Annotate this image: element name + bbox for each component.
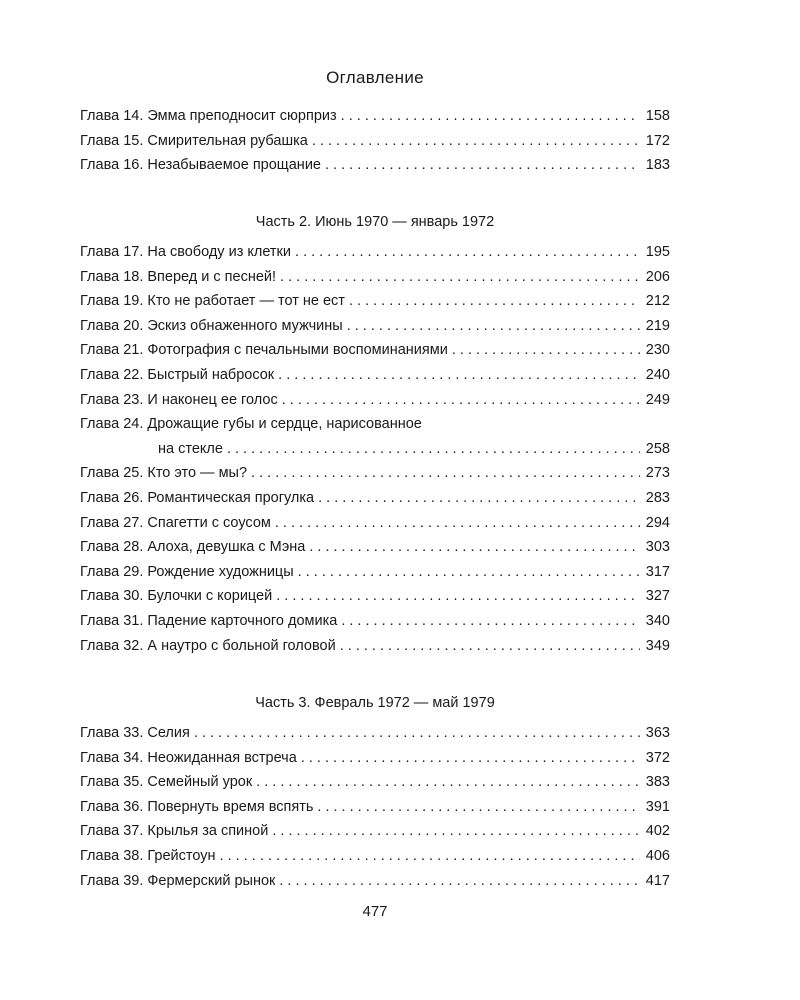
toc-entry-page: 340 xyxy=(645,612,670,629)
toc-entry-title: Глава 33. Селия xyxy=(80,725,190,741)
toc-entry-page: 402 xyxy=(645,823,670,840)
toc-entry xyxy=(80,770,670,795)
toc-entry-title-line1: Глава 24. Дрожащие губы и сердце, нарисованное xyxy=(80,416,422,433)
toc-entry-page: 230 xyxy=(645,342,670,359)
toc-entry-page: 417 xyxy=(645,872,670,889)
toc-entry xyxy=(80,240,670,265)
toc-entry xyxy=(80,584,670,609)
toc-entry-continuation xyxy=(80,437,670,462)
toc-entry-title: Глава 28. Алоха, девушка с Мэна xyxy=(80,539,306,556)
dot-leader xyxy=(341,104,640,129)
toc-entry-title: Глава 19. Кто не работает — тот не ест xyxy=(80,293,345,310)
toc-entry-page: 363 xyxy=(645,725,670,741)
toc-entry-page: 372 xyxy=(645,749,670,766)
dot-leader xyxy=(275,511,640,536)
dot-leader xyxy=(279,869,640,894)
toc-entry-title: Глава 30. Булочки с корицей xyxy=(80,588,273,605)
part-title: Часть 3. Февраль 1972 — май 1979 xyxy=(255,695,495,711)
toc-section-part3 xyxy=(80,691,670,893)
toc-entry xyxy=(80,388,670,413)
toc-entry-page: 327 xyxy=(645,588,670,605)
toc-entry xyxy=(80,104,670,129)
toc-entry-title: Глава 29. Рождение художницы xyxy=(80,563,294,580)
toc-entry xyxy=(80,461,670,486)
dot-leader xyxy=(220,844,640,869)
dot-leader xyxy=(317,795,640,820)
toc-entry-title: Глава 27. Спагетти с соусом xyxy=(80,514,271,531)
toc-entry-page: 283 xyxy=(645,489,670,506)
toc-entry-title: Глава 39. Фермерский рынок xyxy=(80,872,276,889)
toc-entry-title: Глава 34. Неожиданная встреча xyxy=(80,749,297,766)
dot-leader xyxy=(325,153,640,178)
dot-leader xyxy=(278,363,640,388)
toc-section-part1-tail xyxy=(80,104,670,178)
dot-leader xyxy=(301,746,640,771)
toc-entry-title: Глава 32. А наутро с больной головой xyxy=(80,637,336,654)
dot-leader xyxy=(272,819,640,844)
toc-entry-title: Глава 18. Вперед и с песней! xyxy=(80,268,277,285)
toc-entry-page: 219 xyxy=(645,317,670,334)
toc-entry xyxy=(80,486,670,511)
part-title: Часть 2. Июнь 1970 — январь 1972 xyxy=(255,214,495,230)
toc-entry xyxy=(80,795,670,820)
toc-entry-page: 158 xyxy=(645,108,670,124)
dot-leader xyxy=(347,314,640,339)
toc-heading: Оглавление xyxy=(326,68,424,87)
toc-entry xyxy=(80,338,670,363)
toc-entry xyxy=(80,844,670,869)
dot-leader xyxy=(318,486,640,511)
toc-entry xyxy=(80,746,670,771)
toc-entry xyxy=(80,265,670,290)
toc-entry-page: 406 xyxy=(645,847,670,864)
toc-entry xyxy=(80,314,670,339)
toc-entry-multiline xyxy=(80,412,670,461)
toc-entry-page: 183 xyxy=(645,157,670,174)
toc-entry xyxy=(80,869,670,894)
toc-entry-title: Глава 21. Фотография с печальными воспоминаниями xyxy=(80,342,448,359)
toc-entry-title: Глава 38. Грейстоун xyxy=(80,847,216,864)
toc-entry-page: 212 xyxy=(645,293,670,310)
toc-entry-page: 240 xyxy=(645,366,670,383)
toc-entry-page: 258 xyxy=(645,440,670,457)
toc-entry xyxy=(80,129,670,154)
toc-entry-page: 391 xyxy=(645,798,670,815)
toc-entry xyxy=(80,634,670,659)
toc-entry xyxy=(80,153,670,178)
dot-leader xyxy=(295,240,640,265)
dot-leader xyxy=(251,461,640,486)
toc-entry-title: Глава 35. Семейный урок xyxy=(80,774,253,791)
toc-entry-title: Глава 16. Незабываемое прощание xyxy=(80,157,321,174)
dot-leader xyxy=(340,634,640,659)
toc-entry-title: Глава 36. Повернуть время вспять xyxy=(80,798,314,815)
toc-entry-title-line2: на стекле xyxy=(158,440,223,457)
toc-entry-page: 195 xyxy=(645,244,670,260)
dot-leader xyxy=(276,584,640,609)
toc-entry-page: 273 xyxy=(645,465,670,482)
dot-leader xyxy=(256,770,640,795)
dot-leader xyxy=(280,265,640,290)
toc-entry xyxy=(80,535,670,560)
toc-entry-title: Глава 37. Крылья за спиной xyxy=(80,823,269,840)
dot-leader xyxy=(227,437,640,462)
dot-leader xyxy=(341,609,640,634)
dot-leader xyxy=(349,289,640,314)
dot-leader xyxy=(312,129,640,154)
toc-entry-title: Глава 17. На свободу из клетки xyxy=(80,244,292,260)
toc-section-part2 xyxy=(80,210,670,658)
toc-entry-title: Глава 20. Эскиз обнаженного мужчины xyxy=(80,317,343,334)
dot-leader xyxy=(298,560,640,585)
toc-entry-title: Глава 22. Быстрый набросок xyxy=(80,366,275,383)
toc-entry-page: 249 xyxy=(645,391,670,408)
toc-entry xyxy=(80,819,670,844)
dot-leader xyxy=(309,535,640,560)
toc-entry xyxy=(80,721,670,746)
toc-entry-page: 206 xyxy=(645,268,670,285)
toc-entry-title: Глава 31. Падение карточного домика xyxy=(80,612,338,629)
toc-entry xyxy=(80,609,670,634)
toc-entry-page: 294 xyxy=(645,514,670,531)
toc-page xyxy=(80,0,670,1000)
toc-entry xyxy=(80,560,670,585)
toc-entry-page: 303 xyxy=(645,539,670,556)
toc-entry xyxy=(80,511,670,536)
toc-entry-page: 317 xyxy=(645,563,670,580)
toc-entry-title: Глава 15. Смирительная рубашка xyxy=(80,132,308,149)
toc-entry-title: Глава 23. И наконец ее голос xyxy=(80,391,278,408)
toc-entry-title: Глава 25. Кто это — мы? xyxy=(80,465,248,482)
page-number: 477 xyxy=(362,903,388,920)
toc-entry xyxy=(80,363,670,388)
toc-entry-page: 383 xyxy=(645,774,670,791)
toc-entry xyxy=(80,289,670,314)
toc-entry-page: 349 xyxy=(645,637,670,654)
toc-entry-page: 172 xyxy=(645,132,670,149)
dot-leader xyxy=(282,388,640,413)
dot-leader xyxy=(194,721,640,746)
toc-entry-title: Глава 26. Романтическая прогулка xyxy=(80,489,315,506)
toc-entry-title: Глава 14. Эмма преподносит сюрприз xyxy=(80,108,337,124)
dot-leader xyxy=(452,338,640,363)
